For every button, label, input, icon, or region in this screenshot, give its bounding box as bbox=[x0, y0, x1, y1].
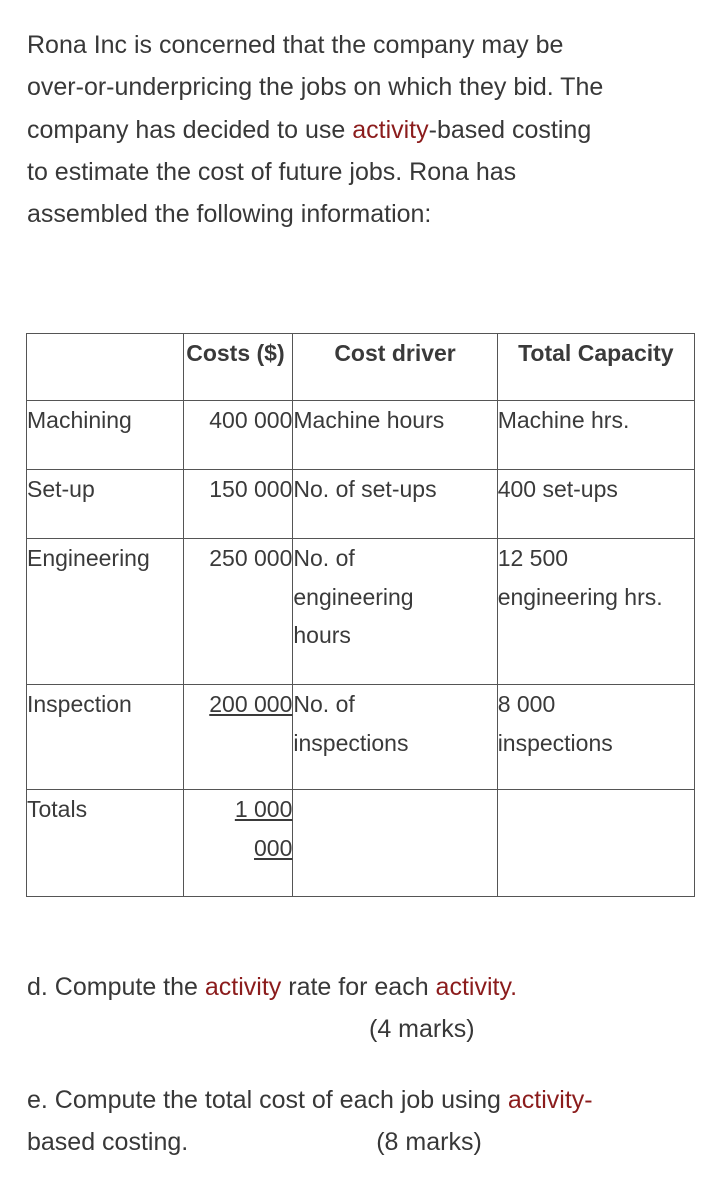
header-cost-driver: Cost driver bbox=[293, 334, 497, 401]
driver-line: hours bbox=[293, 622, 351, 648]
driver-line: No. of bbox=[293, 691, 355, 717]
table-header-row bbox=[27, 334, 695, 401]
empty-cell bbox=[497, 790, 694, 897]
intro-line: assembled the following information: bbox=[27, 200, 432, 229]
cost-cell: 250 000 bbox=[184, 539, 293, 685]
header-total-capacity: Total Capacity bbox=[497, 334, 694, 401]
activity-cell: Set-up bbox=[27, 470, 184, 539]
intro-text: company has decided to use bbox=[27, 115, 353, 144]
activity-cell: Machining bbox=[27, 401, 184, 470]
totals-cost-line: 000 bbox=[254, 834, 293, 861]
totals-row bbox=[27, 790, 695, 897]
capacity-line: engineering hrs. bbox=[497, 583, 663, 610]
table-row bbox=[27, 685, 695, 790]
table-row bbox=[27, 401, 695, 470]
totals-label: Totals bbox=[27, 790, 184, 897]
totals-cost-cell bbox=[184, 790, 293, 897]
cost-cell: 150 000 bbox=[184, 470, 293, 539]
marks-label: (4 marks) bbox=[369, 1015, 475, 1044]
table-row bbox=[27, 470, 695, 539]
activity-link[interactable]: activity bbox=[204, 973, 282, 1001]
question-e bbox=[27, 1079, 697, 1164]
capacity-cell: Machine hrs. bbox=[497, 401, 694, 470]
activity-cost-table bbox=[26, 333, 695, 897]
driver-line: No. of bbox=[293, 545, 355, 571]
driver-cell bbox=[293, 685, 497, 790]
question-line bbox=[27, 1121, 697, 1163]
intro-line: over-or-underpricing the jobs on which they bid. The bbox=[27, 73, 604, 102]
intro-line bbox=[27, 109, 697, 151]
empty-cell bbox=[293, 790, 497, 897]
intro-line: Rona Inc is concerned that the company may be bbox=[27, 31, 564, 59]
question-line bbox=[27, 966, 697, 1008]
capacity-cell bbox=[497, 685, 694, 790]
question-line bbox=[27, 1079, 697, 1121]
activity-link[interactable]: activity- bbox=[507, 1086, 593, 1114]
driver-line: engineering bbox=[293, 583, 414, 610]
intro-text: -based costing bbox=[428, 115, 592, 144]
question-d bbox=[27, 966, 697, 1051]
cost-cell bbox=[184, 685, 293, 790]
intro-paragraph bbox=[27, 24, 697, 235]
capacity-cell: 400 set-ups bbox=[497, 470, 694, 539]
driver-cell: No. of set-ups bbox=[293, 470, 497, 539]
cost-cell: 400 000 bbox=[184, 401, 293, 470]
question-text: rate for each bbox=[281, 973, 436, 1001]
table-row bbox=[27, 539, 695, 685]
marks-label: (8 marks) bbox=[376, 1128, 482, 1157]
question-text: based costing. bbox=[27, 1128, 189, 1157]
capacity-line: 8 000 bbox=[497, 691, 556, 717]
totals-cost-line: 1 000 bbox=[234, 796, 293, 822]
intro-line: to estimate the cost of future jobs. Rona has bbox=[27, 157, 517, 186]
activity-cell: Inspection bbox=[27, 685, 184, 790]
capacity-line: inspections bbox=[497, 729, 613, 756]
driver-cell bbox=[293, 539, 497, 685]
capacity-line: 12 500 bbox=[497, 545, 569, 571]
driver-line: inspections bbox=[293, 729, 409, 756]
activity-link[interactable]: activity bbox=[352, 115, 429, 144]
cost-value: 200 000 bbox=[209, 691, 293, 717]
question-text: e. Compute the total cost of each job using bbox=[27, 1086, 508, 1114]
question-text: d. Compute the bbox=[27, 973, 205, 1001]
question-text: . bbox=[510, 973, 518, 1001]
activity-link[interactable]: activity bbox=[435, 973, 511, 1001]
header-costs: Costs ($) bbox=[184, 334, 293, 401]
activity-cell: Engineering bbox=[27, 539, 184, 685]
header-cell-empty bbox=[27, 334, 184, 401]
driver-cell: Machine hours bbox=[293, 401, 497, 470]
capacity-cell bbox=[497, 539, 694, 685]
